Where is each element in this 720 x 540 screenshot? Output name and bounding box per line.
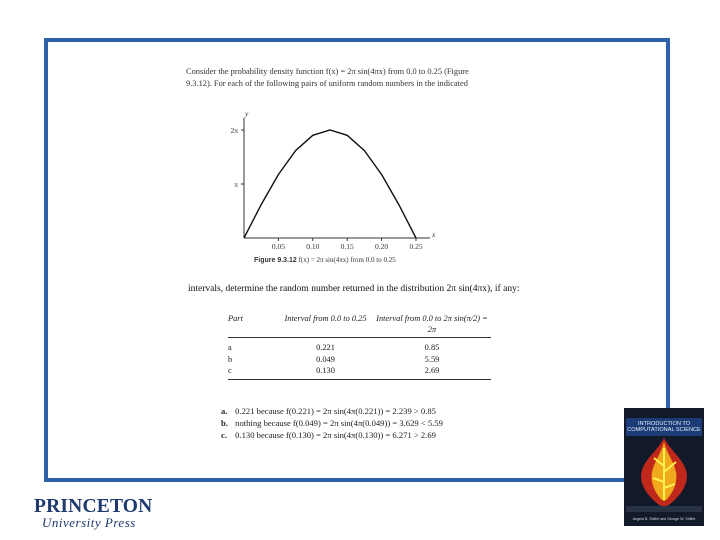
x-tick-label: 0.05 xyxy=(271,242,285,251)
answer-text: 0.130 because f(0.130) = 2π sin(4π(0.130)) = 6.271 > 2.69 xyxy=(235,430,436,440)
y-axis-label: y xyxy=(245,109,249,118)
density-plot xyxy=(222,109,442,262)
answer-text: nothing because f(0.049) = 2π sin(4π(0.049)) = 3.629 < 5.59 xyxy=(235,418,443,428)
table-row xyxy=(228,354,491,366)
answer-list xyxy=(221,405,521,441)
table-header-part: Part xyxy=(228,314,243,323)
density-curve xyxy=(244,130,416,238)
book-authors: Angela B. Shiflet and George W. Shiflet xyxy=(632,517,696,521)
table-cell-y: 2.69 xyxy=(424,366,440,375)
y-tick-label: π xyxy=(234,180,238,190)
table-header-row xyxy=(228,313,491,338)
table-cell-x: 0.221 xyxy=(316,343,335,352)
problem-intro-text: Consider the probability density function f(x) = 2π sin(4πx) from 0.0 to 0.25 (Figure 9.3.12). For each of the following pairs of uniform random numbers in the indicated xyxy=(186,67,469,88)
table-header-interval-x: Interval from 0.0 to 0.25 xyxy=(284,314,367,323)
figure-caption-label: Figure 9.3.12 xyxy=(254,257,297,264)
table-cell-x: 0.049 xyxy=(316,354,335,364)
figure-caption-text: f(x) = 2π sin(4πx) from 0.0 to 0.25 xyxy=(298,256,396,264)
interval-table xyxy=(228,313,491,380)
table-row xyxy=(228,365,491,377)
answer-label: a. xyxy=(221,406,228,416)
publisher-logo xyxy=(34,497,164,530)
figure-caption xyxy=(254,256,396,264)
answer-text: 0.221 because f(0.221) = 2π sin(4π(0.221)) = 2.239 > 0.85 xyxy=(235,406,436,416)
answer-item xyxy=(221,405,521,417)
table-cell-part: c xyxy=(228,366,232,375)
book-cover xyxy=(624,408,704,526)
table-cell-part: b xyxy=(228,354,233,364)
book-title: INTRODUCTION TO COMPUTATIONAL SCIENCE xyxy=(627,421,701,434)
publisher-name: PRINCETON xyxy=(34,496,153,517)
answer-label: b. xyxy=(221,418,228,428)
x-tick-label: 0.20 xyxy=(375,242,389,251)
table-cell-y: 5.59 xyxy=(424,354,440,364)
answer-item xyxy=(221,417,521,429)
x-tick-label: 0.25 xyxy=(409,242,423,251)
answer-label: c. xyxy=(221,430,227,440)
density-plot-svg xyxy=(222,109,442,262)
table-row xyxy=(228,342,491,354)
table-body xyxy=(228,338,491,380)
problem-body-text: intervals, determine the random number returned in the distribution 2π sin(4πx), if any: xyxy=(188,284,520,294)
table-cell-x: 0.130 xyxy=(316,366,335,375)
x-axis-label: x xyxy=(432,230,436,239)
table-cell-part: a xyxy=(228,343,232,352)
y-tick-label: 2π xyxy=(230,126,238,136)
table-header-interval-y: Interval from 0.0 to 2π sin(π/2) = 2π xyxy=(376,314,488,334)
publisher-subname: University Press xyxy=(42,515,136,530)
answer-item xyxy=(221,429,521,441)
table-cell-y: 0.85 xyxy=(424,343,440,352)
x-tick-label: 0.10 xyxy=(306,242,320,251)
x-tick-label: 0.15 xyxy=(340,242,354,251)
